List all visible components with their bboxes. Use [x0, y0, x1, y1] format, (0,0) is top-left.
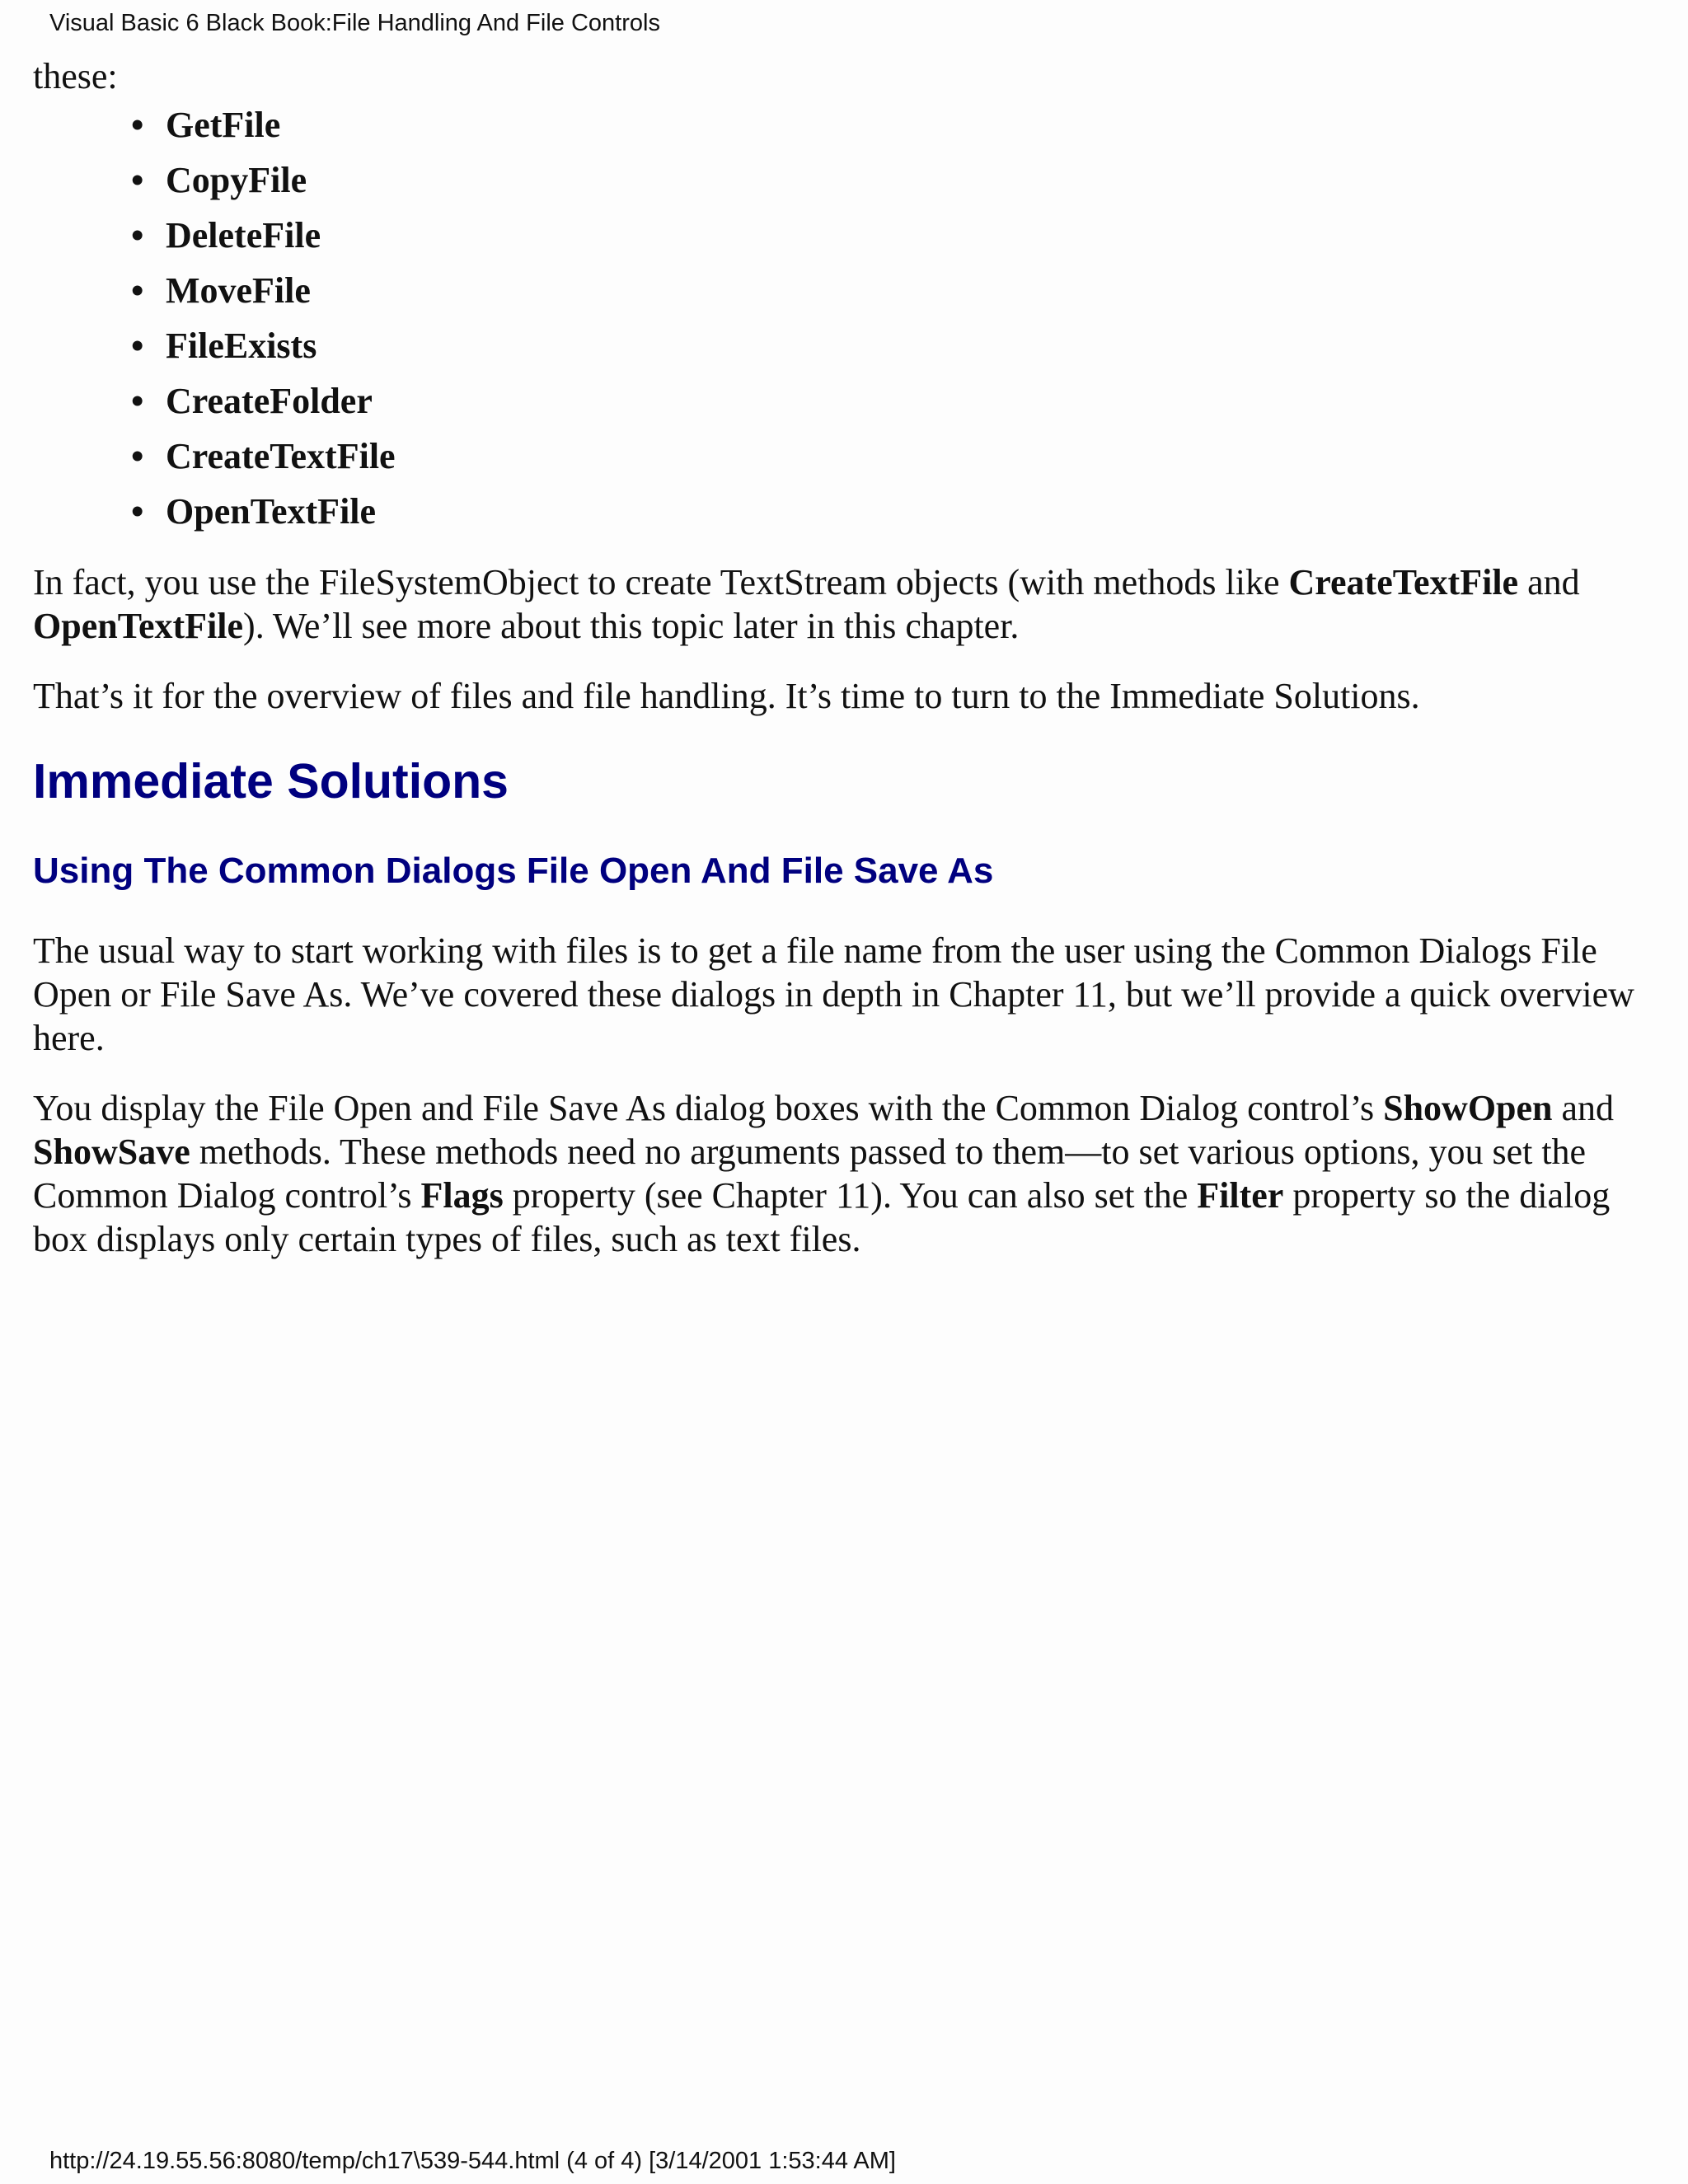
method-name: ShowOpen: [1383, 1088, 1553, 1128]
list-item: • DeleteFile: [166, 213, 1657, 269]
paragraph-common-dialogs: The usual way to start working with files is to get a file name from the user using the Common Dialogs File Open or File Save As. We’ve covered these dialogs in depth in Chapter 11, but we’ll provide a quick overview here.: [33, 930, 1634, 1058]
list-item: • MoveFile: [166, 269, 1657, 324]
method-name: CreateTextFile: [1288, 562, 1519, 602]
running-footer: http://24.19.55.56:8080/temp/ch17\539-544.html (4 of 4) [3/14/2001 1:53:44 AM]: [49, 2148, 896, 2174]
method-name: ShowSave: [33, 1132, 190, 1172]
paragraph-text: and: [1518, 562, 1580, 602]
list-item: • CopyFile: [166, 158, 1657, 213]
paragraph-text: You display the File Open and File Save As dialog boxes with the Common Dialog control’s: [33, 1088, 1384, 1128]
list-item: • GetFile: [166, 103, 1657, 158]
list-item: • CreateTextFile: [166, 434, 1657, 490]
paragraph-text: methods. These methods need no arguments passed to them—to set various options, you set the Common Dialog control’s: [33, 1132, 1587, 1216]
running-header: Visual Basic 6 Black Book:File Handling And File Controls: [49, 10, 660, 36]
paragraph-show-open: [33, 1086, 1657, 1261]
paragraph-textstream: [33, 560, 1657, 648]
list-item: • OpenTextFile: [166, 490, 1657, 545]
paragraph-text: property so the dialog box displays only certain types of files, such as text files.: [33, 1175, 1611, 1259]
list-item: • CreateFolder: [166, 379, 1657, 434]
paragraph-text: property (see Chapter 11). You can also set the: [503, 1175, 1198, 1216]
method-name: OpenTextFile: [33, 606, 244, 646]
list-item: • FileExists: [166, 324, 1657, 379]
property-name: Filter: [1197, 1175, 1284, 1216]
page-content: [33, 54, 1657, 1261]
paragraph-text: In fact, you use the FileSystemObject to create TextStream objects (with methods like: [33, 562, 1289, 602]
property-name: Flags: [420, 1175, 504, 1216]
method-list: [33, 103, 1657, 545]
lead-text: these:: [33, 56, 118, 96]
section-heading: Immediate Solutions: [33, 754, 509, 808]
paragraph-overview-end: That’s it for the overview of files and file handling. It’s time to turn to the Immediate Solutions.: [33, 676, 1420, 716]
subsection-heading: Using The Common Dialogs File Open And File Save As: [33, 851, 994, 891]
paragraph-text: and: [1552, 1088, 1615, 1128]
paragraph-text: ). We’ll see more about this topic later in this chapter.: [243, 606, 1020, 646]
